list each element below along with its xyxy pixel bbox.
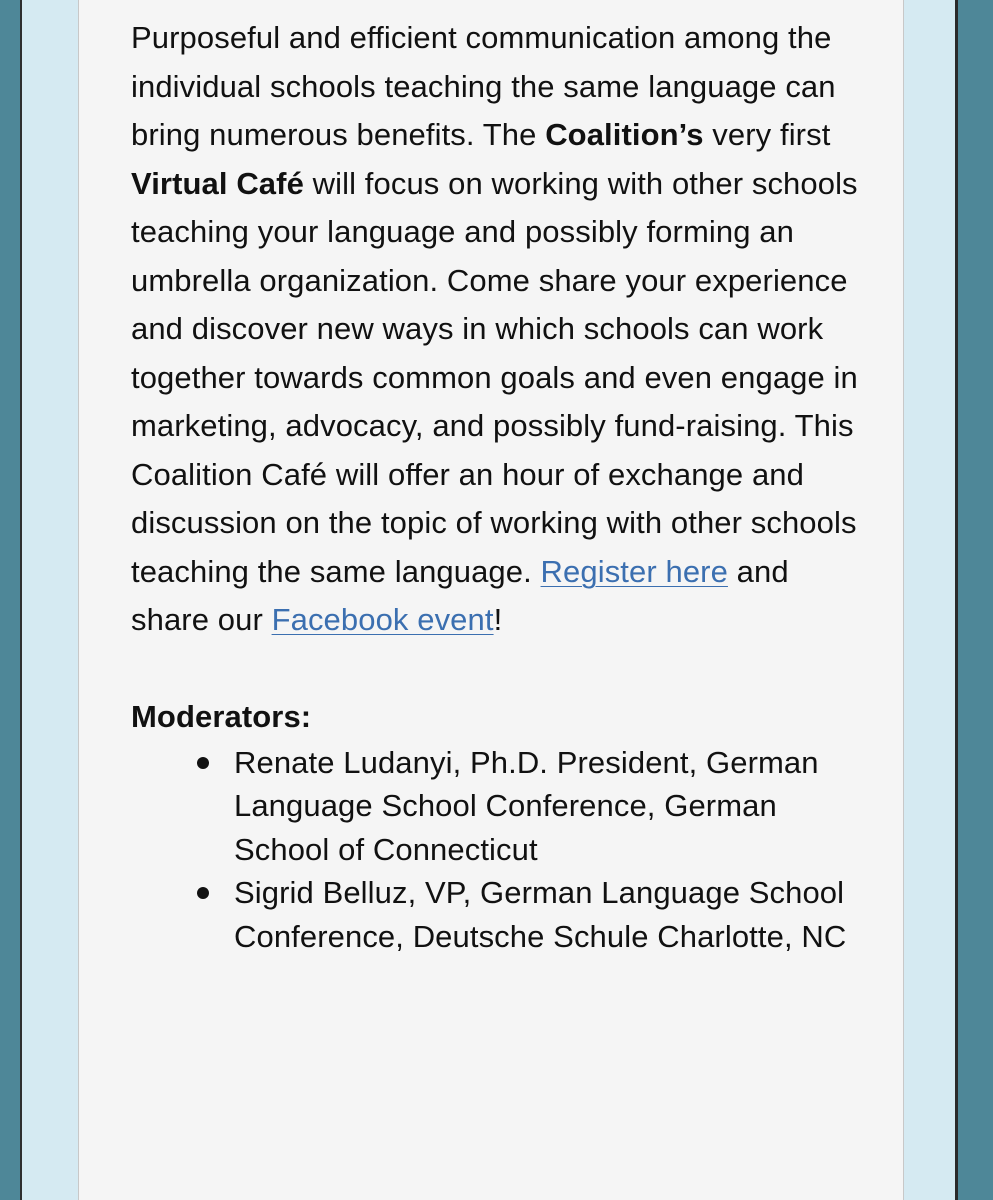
description-text-segment: Purposeful and efficient communication among the individual schools teaching the same language can bring numerous benefits. The xyxy=(131,20,836,152)
facebook-event-link[interactable]: Facebook event xyxy=(271,602,494,637)
right-window-rail xyxy=(955,0,993,1200)
email-content-card xyxy=(78,0,904,1200)
register-here-link[interactable]: Register here xyxy=(540,553,728,589)
section-spacer xyxy=(131,645,871,693)
description-text-segment: very first xyxy=(703,117,831,152)
description-text-segment: will focus on working with other schools teaching your language and possibly forming an umbrella organization. Come share your experience and discover new ways in which schools can work together towards common goals and even engage in marketing, advocacy, and possibly fund-raising. This Coalition Café will offer an hour of exchange and discussion on the topic of working with other schools teaching the same language. xyxy=(131,165,858,589)
bullet-icon xyxy=(197,757,209,769)
moderator-text: Sigrid Belluz, VP, German Language School Conference, Deutsche Schule Charlotte, NC xyxy=(234,875,847,954)
event-description-section xyxy=(131,14,871,958)
event-description-paragraph xyxy=(131,14,871,645)
moderators-list xyxy=(131,741,871,959)
description-punctuation: ! xyxy=(493,602,503,637)
description-text-segment: and share our xyxy=(131,553,789,637)
moderator-text: Renate Ludanyi, Ph.D. President, German Language School Conference, German School of Connecticut xyxy=(234,744,819,867)
moderator-list-item xyxy=(131,741,871,872)
left-window-rail xyxy=(0,0,22,1200)
virtual-cafe-bold-text: Virtual Café xyxy=(131,165,304,201)
coalition-bold-text: Coalition’s xyxy=(545,117,704,152)
bullet-icon xyxy=(197,887,209,899)
moderators-heading: Moderators: xyxy=(131,698,312,734)
moderator-list-item xyxy=(131,871,871,958)
